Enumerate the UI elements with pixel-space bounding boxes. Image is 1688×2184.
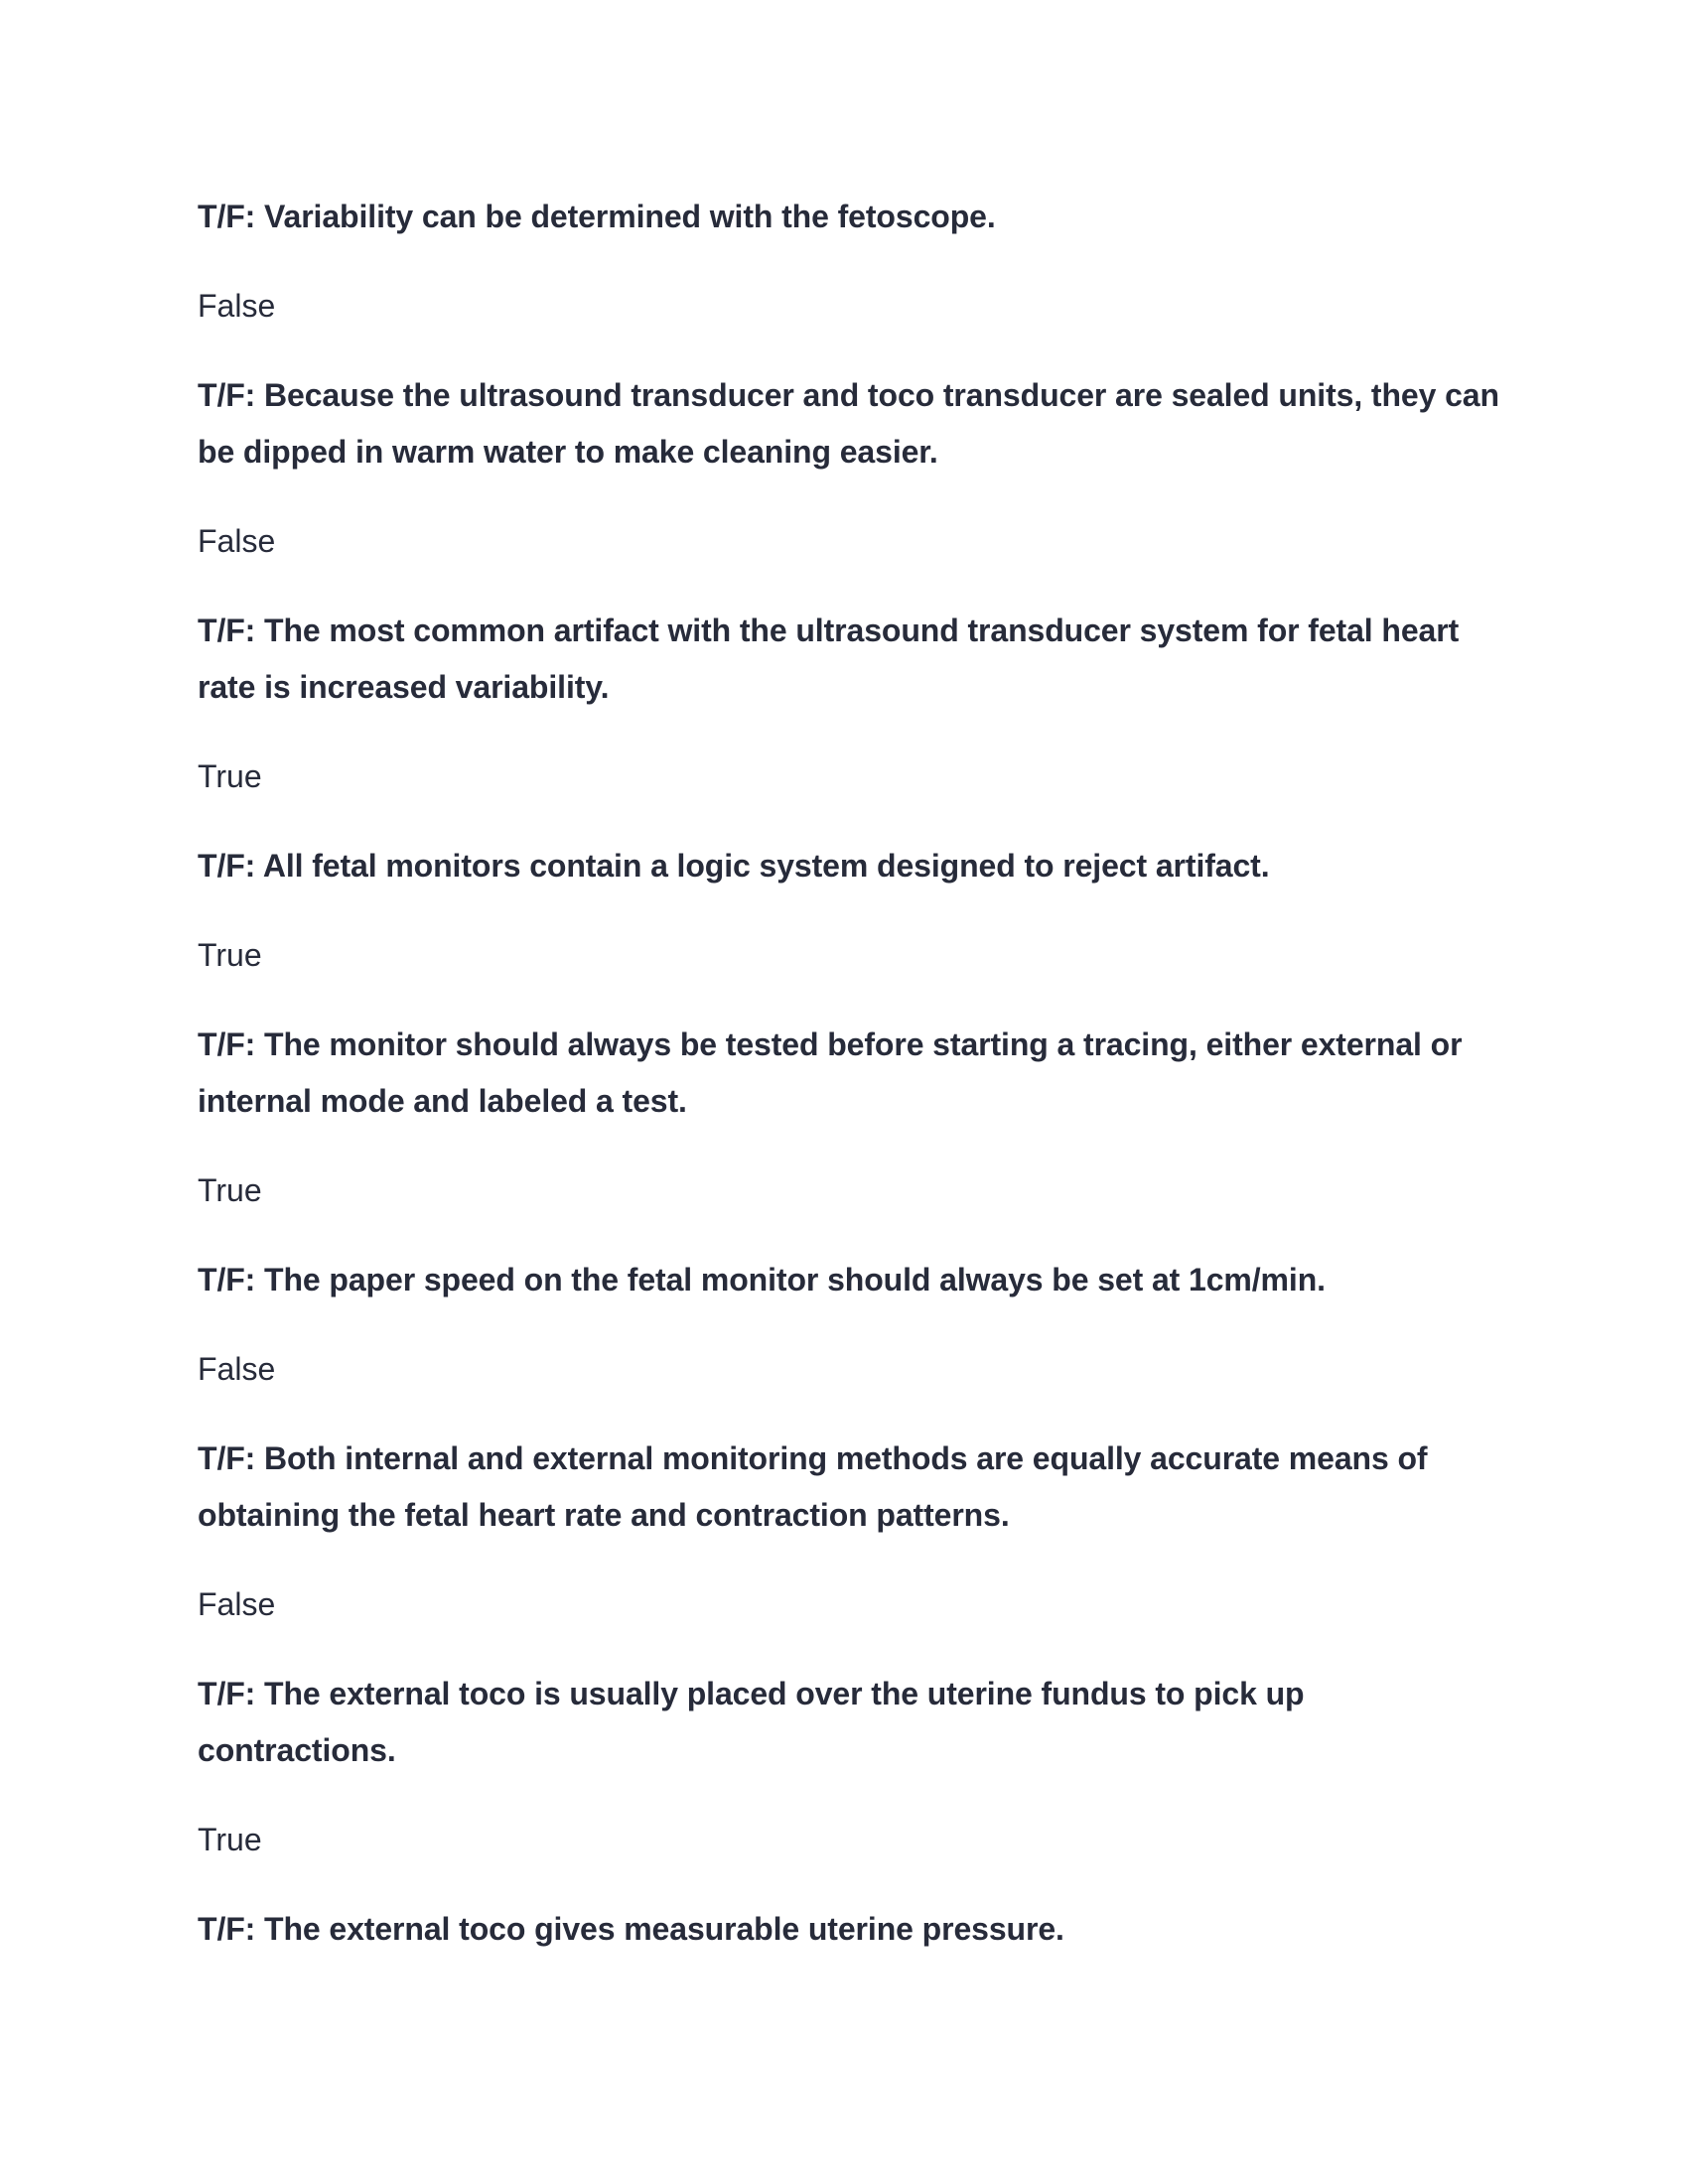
question-4: T/F: All fetal monitors contain a logic system designed to reject artifact. bbox=[198, 848, 1270, 884]
question-7: T/F: Both internal and external monitoring methods are equally accurate means of obtaining the fetal heart rate and contraction patterns. bbox=[198, 1440, 1428, 1533]
question-5: T/F: The monitor should always be tested before starting a tracing, either external or internal mode and labeled a test. bbox=[198, 1026, 1463, 1119]
question-8: T/F: The external toco is usually placed over the uterine fundus to pick up contractions. bbox=[198, 1676, 1305, 1768]
question-6: T/F: The paper speed on the fetal monitor should always be set at 1cm/min. bbox=[198, 1262, 1326, 1297]
question-9: T/F: The external toco gives measurable uterine pressure. bbox=[198, 1911, 1064, 1947]
document-page bbox=[198, 189, 1508, 1958]
question-1: T/F: Variability can be determined with the fetoscope. bbox=[198, 199, 996, 234]
answer-7: False bbox=[198, 1586, 276, 1622]
answer-4: True bbox=[198, 937, 262, 973]
answer-3: True bbox=[198, 758, 262, 794]
question-2: T/F: Because the ultrasound transducer and toco transducer are sealed units, they can be dipped in warm water to make cleaning easier. bbox=[198, 377, 1499, 470]
answer-8: True bbox=[198, 1822, 262, 1857]
answer-2: False bbox=[198, 523, 276, 559]
answer-5: True bbox=[198, 1172, 262, 1208]
answer-1: False bbox=[198, 288, 276, 324]
question-3: T/F: The most common artifact with the ultrasound transducer system for fetal heart rate is increased variability. bbox=[198, 613, 1460, 705]
answer-6: False bbox=[198, 1351, 276, 1387]
